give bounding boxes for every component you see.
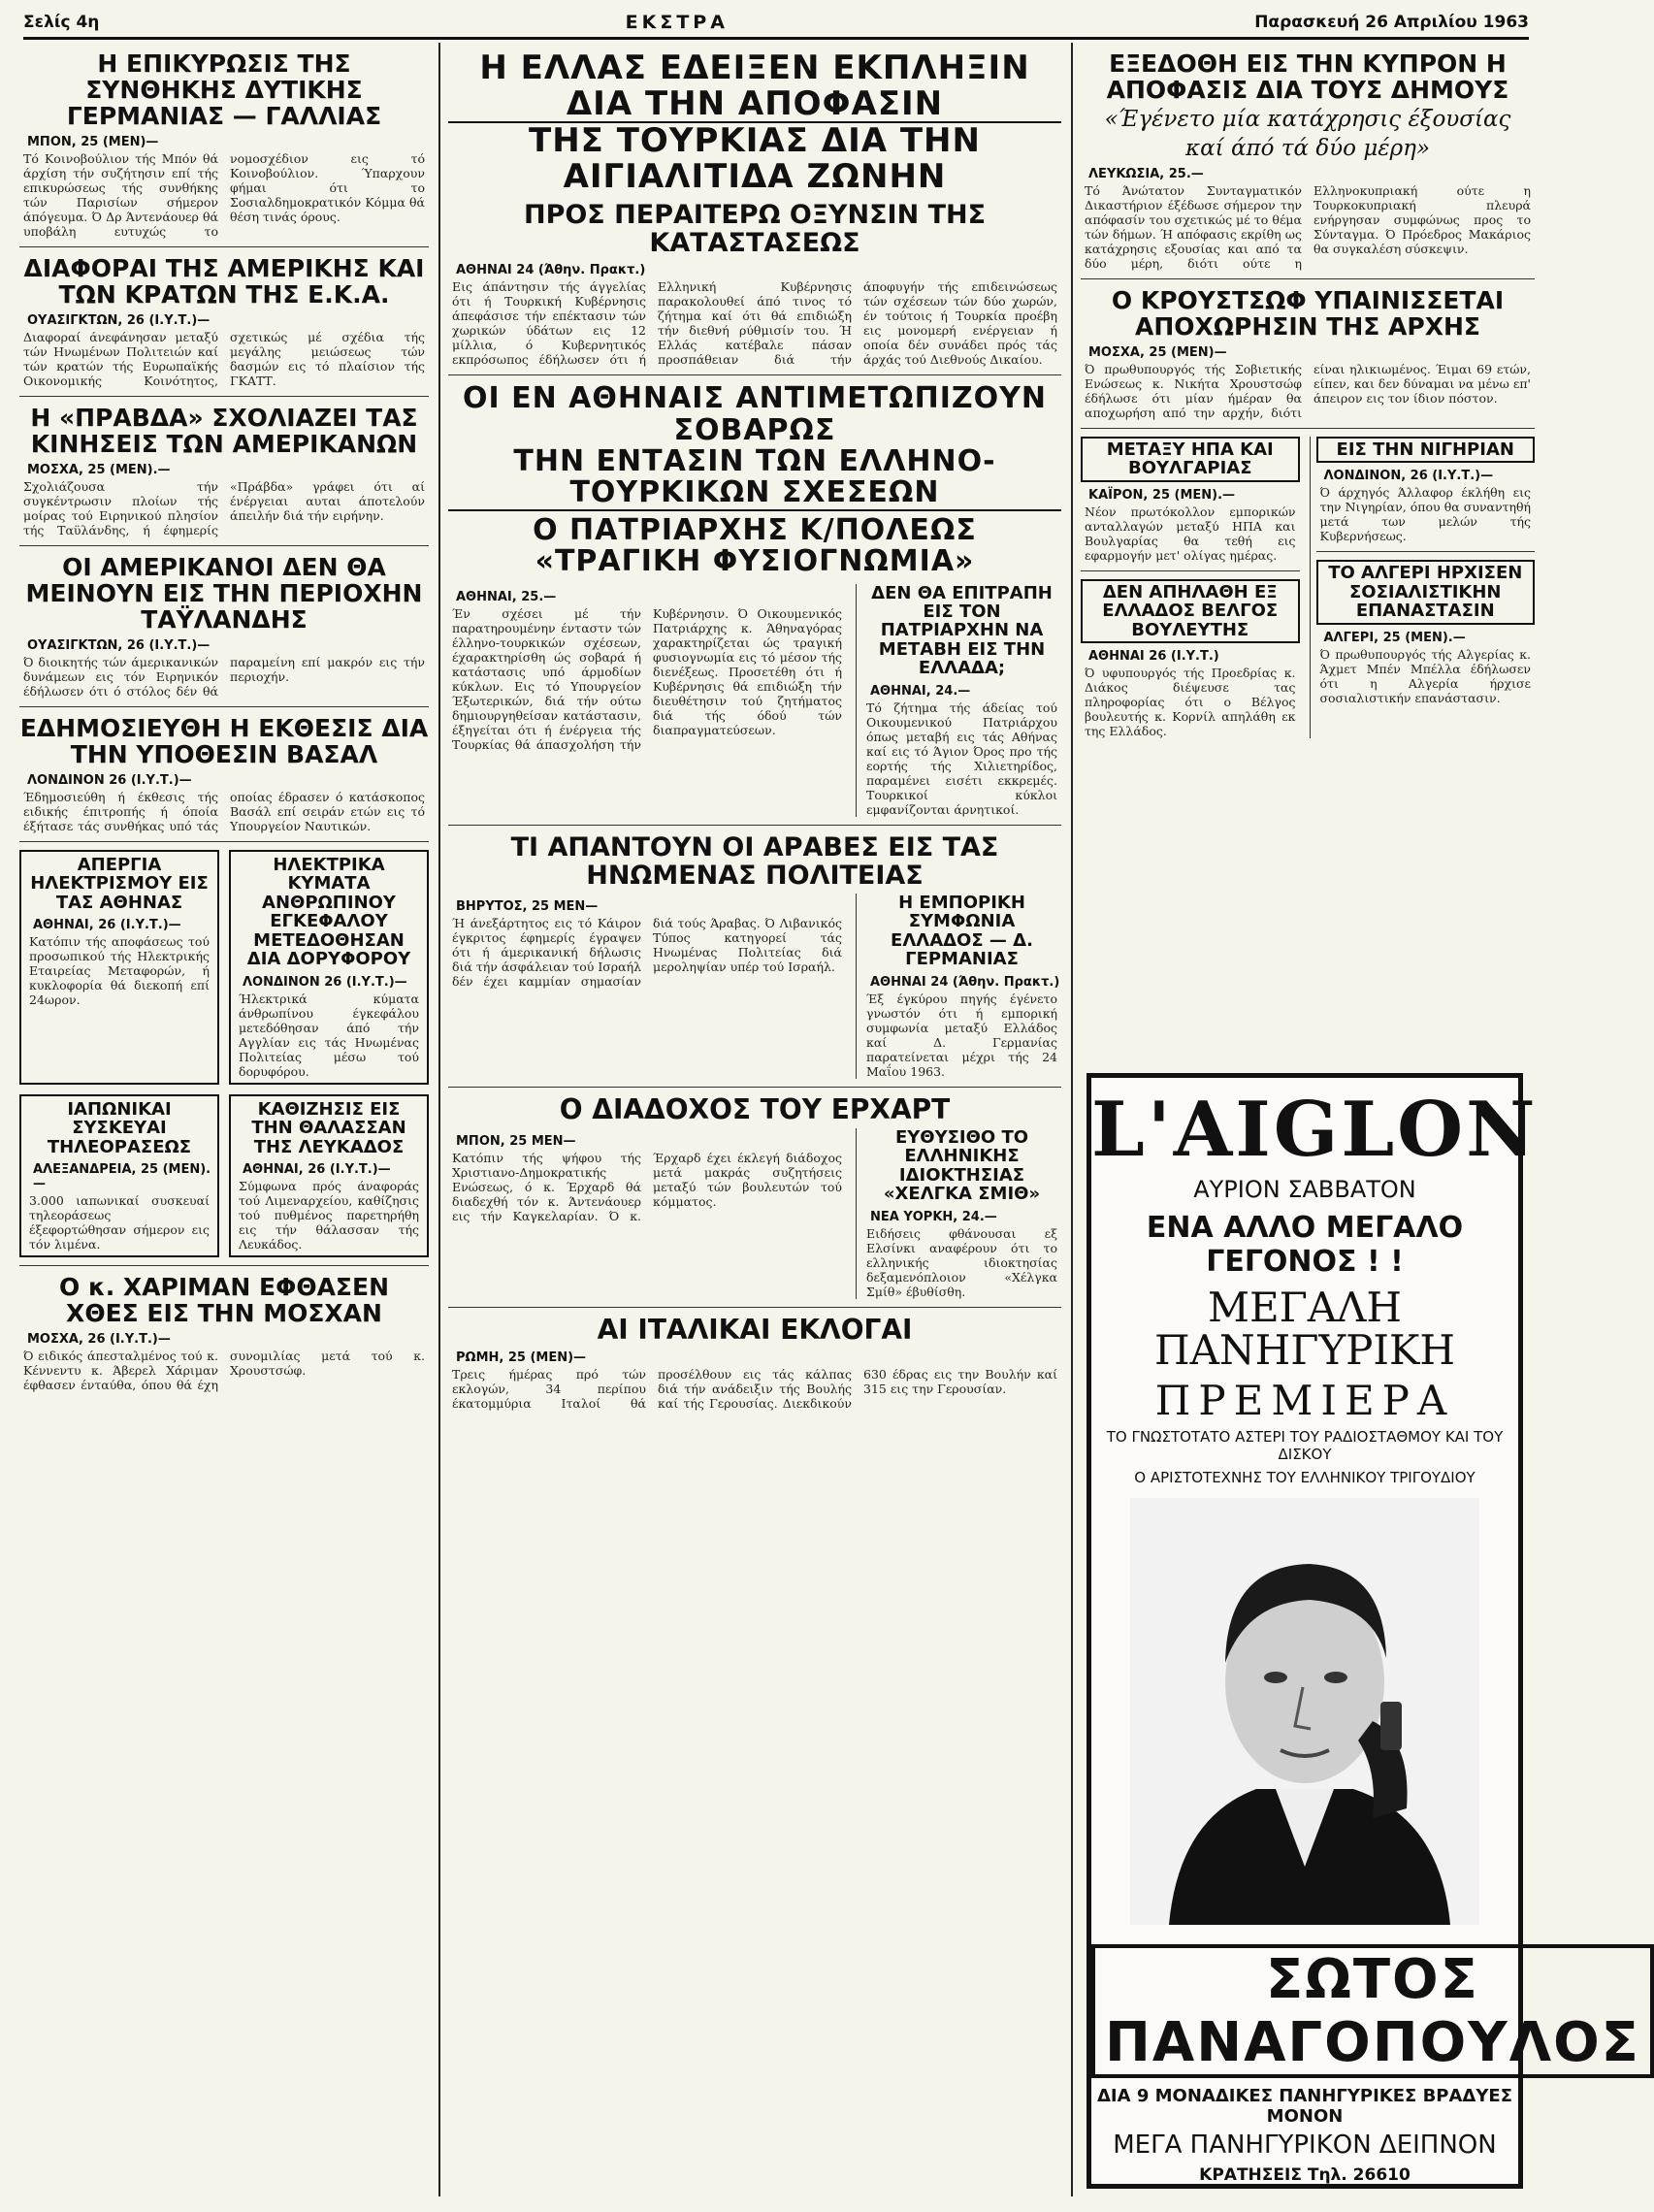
dateline: ΑΘΗΝΑΙ 26 (Ι.Υ.Τ.) bbox=[1088, 649, 1219, 665]
sidebar-trade-agreement bbox=[856, 894, 1061, 1079]
brief-brain-waves bbox=[229, 850, 429, 1085]
headline: ΑΠΕΡΓΙΑ ΗΛΕΚΤΡΙΣΜΟΥ ΕΙΣ ΤΑΣ ΑΘΗΝΑΣ bbox=[30, 855, 209, 913]
dateline: ΡΩΜΗ, 25 (ΜΕΝ)— bbox=[456, 1350, 587, 1365]
headline-line-3: Ο ΠΑΤΡΙΑΡΧΗΣ Κ/ΠΟΛΕΩΣ «ΤΡΑΓΙΚΗ ΦΥΣΙΟΓΝΩΜΙΑ» bbox=[448, 509, 1061, 578]
article-body: Ό άρχηγός Άλλαφορ έκλήθη εις την Νιγηρίαν, όπου θα συναντηθή μετά των μελών τής Κυβερνήσεως. bbox=[1319, 485, 1531, 544]
dateline: ΛΟΝΔΙΝΟΝ, 26 (Ι.Υ.Τ.)— bbox=[1323, 469, 1494, 484]
headline-line-2: ΤΗΝ ΕΝΤΑΣΙΝ ΤΩΝ ΕΛΛΗΝΟ-ΤΟΥΡΚΙΚΩΝ ΣΧΕΣΕΩΝ bbox=[513, 443, 996, 510]
headline: Ο ΚΡΟΥΣΤΣΩΦ ΥΠΑΙΝΙΣΣΕΤΑΙ ΑΠΟΧΩΡΗΣΙΝ ΤΗΣ ΑΡΧΗΣ bbox=[1111, 286, 1505, 341]
boxed-briefs-row-2 bbox=[19, 1094, 429, 1257]
article-body: Τρεις ήμέρας πρό τών εκλογών, 34 περίπου έκατομμύρια Ιταλοί θά προσέλθουν εις τάς κάλπας διά τήν ανάδειξιν τής Βουλής καί τής Γερουσίας. Διεκδικούν 630 έδρας εις την Βουλήν καί 315 εις την Γερουσίαν. bbox=[452, 1367, 1057, 1411]
sidebar-patriarch bbox=[856, 584, 1061, 817]
headline-quote-1: «Έγένετο μία κατάχρησις έξουσίας bbox=[1104, 107, 1511, 132]
headline: ΟΙ ΑΜΕΡΙΚΑΝΟΙ ΔΕΝ ΘΑ ΜΕΙΝΟΥΝ ΕΙΣ ΤΗΝ ΠΕΡΙΟΧΗΝ ΤΑΫΛΑΝΔΗΣ bbox=[25, 553, 423, 634]
column-center bbox=[448, 50, 1061, 2195]
dateline: ΜΟΣΧΑ, 26 (Ι.Υ.Τ.)— bbox=[27, 1331, 171, 1347]
article-body: Τό Κοινοβούλιον τής Μπόν θά άρχίση τήν συζήτησιν επί τής επικυρώσεως τής συνθήκης τών Παρισίων σήμερον άπόγευμα. Ό Δρ Άντενάουερ θά υποβάλη ευτυχώς το νομοσχέδιον εις τό Κοινοβούλιον. Ύπαρχουν φήμαι ότι το Σοσιαλδημοκρατικόν Κόμμα θά θέση τινάς όρους. bbox=[23, 151, 425, 239]
dateline: ΝΕΑ ΥΟΡΚΗ, 24.— bbox=[870, 1209, 997, 1224]
headline: ΕΥΘΥΣΙΘΟ ΤΟ ΕΛΛΗΝΙΚΗΣ ΙΔΙΟΚΤΗΣΙΑΣ «ΧΕΛΓΚΑ ΣΜΙΘ» bbox=[883, 1127, 1041, 1205]
ad-brand: L'AIGLON bbox=[1091, 1086, 1539, 1174]
article-body: Ή άνεξάρτητος εις τό Κάιρον έγκριτος έφημερίς έγραψεν ότι ή άμερικανική δήλωσις διά τήν άσφάλειαν τού Ισραήλ δέν έχει καμμίαν σημασίαν διά τούς Άραβας. Ό Λιβανικός Τύπος κατηγορεί τάς Ηνωμένας Πολιτείας διά μεροληψίαν υπέρ τού Ισραήλ. bbox=[452, 916, 842, 990]
headline: ΔΙΑΦΟΡΑΙ ΤΗΣ ΑΜΕΡΙΚΗΣ ΚΑΙ ΤΩΝ ΚΡΑΤΩΝ ΤΗΣ Ε.Κ.Α. bbox=[23, 254, 425, 309]
headline: ΤΙ ΑΠΑΝΤΟΥΝ ΟΙ ΑΡΑΒΕΣ ΕΙΣ ΤΑΣ ΗΝΩΜΕΝΑΣ ΠΟΛΙΤΕΙΑΣ bbox=[510, 831, 999, 891]
article-khrushchev bbox=[1081, 287, 1535, 420]
column-right bbox=[1081, 50, 1535, 1059]
headline: ΙΑΠΩΝΙΚΑΙ ΣΥΣΚΕΥΑΙ ΤΗΛΕΟΡΑΣΕΩΣ bbox=[47, 1098, 192, 1157]
dateline: ΑΘΗΝΑΙ 24 (Άθην. Πρακτ.) bbox=[870, 974, 1060, 990]
article-territorial-waters bbox=[448, 50, 1061, 367]
headline: ΤΟ ΑΛΓΕΡΙ ΗΡΧΙΣΕΝ ΣΟΣΙΑΛΙΣΤΙΚΗΝ ΕΠΑΝΑΣΤΑΣΙΝ bbox=[1316, 560, 1536, 624]
dateline: ΜΟΣΧΑ, 25 (ΜΕΝ)— bbox=[1088, 345, 1227, 360]
article-vassall bbox=[19, 715, 429, 833]
headline: Η ΕΠΙΚΥΡΩΣΙΣ ΤΗΣ ΣΥΝΘΗΚΗΣ ΔΥΤΙΚΗΣ ΓΕΡΜΑΝΙΑΣ — ΓΑΛΛΙΑΣ bbox=[66, 49, 382, 130]
running-head bbox=[23, 8, 1529, 40]
headline-quote-2: καί άπό τά δύο μέρη» bbox=[1185, 136, 1430, 161]
article-body: Έδημοσιεύθη ή έκθεσις τής ειδικής έπιτροπής ή όποία έξήτασε τάς συνθήκας υπό τάς οποίας έδρασεν ό κατάσκοπος Βασάλ επί σειράν ετών εις τό Υπουργείον Ναυτικών. bbox=[23, 790, 425, 833]
article-body: Εις άπάντησιν τής άγγελίας ότι ή Τουρκική Κυβέρνησις άπεφάσισε τήν επέκτασιν τών χωρικών ύδάτων εις 12 μίλλια, ό Κυβερνητικός εκπρόσωπος έδήλωσεν ότι ή Ελληνική Κυβέρνησις παρακολουθεί άπό τινος τό ζήτημα καί ότι θά επιδιώξη τήν διεθνή ρύθμισίν του. Ή Ελλάς κατέβαλε πάσαν προσπάθειαν διά τήν άποφυγήν τής επιδεινώσεως τών σχέσεων τών δύο χωρών, έν τούτοις ή Τουρκία προέβη εις μονομερή ενέργειαν ή οποία δέν συνάδει πρός τάς άρχάς τού Διεθνούς Δικαίου. bbox=[452, 279, 1057, 368]
article-body: Κατόπιν τής ψήφου τής Χριστιανο-Δημοκρατικής Ενώσεως, ό κ. Έρχαρδ θά διαδεχθή τόν κ. Άντενάουερ εις τήν Καγκελαρίαν. Ό κ. Έρχαρδ έχει έκλεγή διάδοχος μετά μακράς συζητήσεις μεταξύ τών βουλευτών τού κόμματος. bbox=[452, 1151, 842, 1224]
article-body: Έξ έγκύρου πηγής έγένετο γνωστόν ότι ή εμπορική συμφωνία μεταξύ Ελλάδος καί Δ. Γερμανίας παρατείνεται μέχρι τής 24 Μαΐου 1963. bbox=[866, 991, 1057, 1079]
headline: ΔΕΝ ΘΑ ΕΠΙΤΡΑΠΗ ΕΙΣ ΤΟΝ ΠΑΤΡΙΑΡΧΗΝ ΝΑ ΜΕΤΑΒΗ ΕΙΣ ΤΗΝ ΕΛΛΑΔΑ; bbox=[871, 582, 1053, 679]
headline: Ο ΔΙΑΔΟΧΟΣ ΤΟΥ ΕΡΧΑΡΤ bbox=[559, 1092, 951, 1125]
column-rule-left bbox=[438, 43, 440, 2196]
article-body: 3.000 ιαπωνικαί συσκευαί τηλεοράσεως έξεφορτώθησαν σήμερον εις τόν λιμένα. bbox=[29, 1192, 210, 1252]
dateline: ΜΟΣΧΑ, 25 (ΜΕΝ).— bbox=[27, 463, 171, 477]
article-body: Ό πρωθυπουργός τής Αλγερίας κ. Άχμετ Μπέν Μπέλλα έδήλωσεν ότι η Αλγερία ήρχισε σοσιαλιστικήν επανάστασιν. bbox=[1319, 646, 1531, 705]
headline-line-1: Η ΕΛΛΑΣ ΕΔΕΙΞΕΝ ΕΚΠΛΗΞΙΝ ΔΙΑ ΤΗΝ ΑΠΟΦΑΣΙΝ bbox=[448, 50, 1061, 123]
headline-line-2: ΤΗΣ ΤΟΥΡΚΙΑΣ ΔΙΑ ΤΗΝ ΑΙΓΙΑΛΙΤΙΔΑ ΖΩΝΗΝ bbox=[529, 121, 981, 197]
column-rule-right bbox=[1071, 43, 1073, 2196]
article-body: Τό ζήτημα τής άδείας τού Οικουμενικού Πατριάρχου όπως μεταβή εις τάς Αθήνας καί εις τό Άγιον Όρος προ τής εορτής τής Χιλιετηρίδος, παραμένει εισέτι εκκρεμές. Τουρκικοί κύκλοι εμφανίζονται άρνητικοί. bbox=[866, 699, 1057, 817]
dateline: ΑΘΗΝΑΙ, 26 (Ι.Υ.Τ.)— bbox=[243, 1161, 391, 1177]
article-body: Σύμφωνα πρός άναφοράς τού Λιμεναρχείου, καθίζησις τού πυθμένος παρετηρήθη εις τήν θάλασσαν τής Λευκάδος. bbox=[239, 1178, 419, 1252]
dateline: ΑΘΗΝΑΙ 24 (Άθην. Πρακτ.) bbox=[456, 263, 646, 278]
article-nigeria bbox=[1316, 437, 1536, 543]
headline: ΗΛΕΚΤΡΙΚΑ ΚΥΜΑΤΑ ΑΝΘΡΩΠΙΝΟΥ ΕΓΚΕΦΑΛΟΥ ΜΕΤΕΔΟΘΗΣΑΝ ΔΙΑ ΔΟΡΥΦΟΡΟΥ bbox=[246, 855, 411, 970]
article-arabs bbox=[448, 833, 1061, 1079]
ad-headline-2: ΠΡΕΜΙΕΡΑ bbox=[1154, 1377, 1455, 1425]
article-body: Ήλεκτρικά κύματα άνθρωπίνου έγκεφάλου μετεδόθησαν άπό τήν Αγγλίαν εις τάς Ηνωμένας Πολιτείας μέσω τού δορυφόρου. bbox=[239, 991, 419, 1079]
article-body: Νέον πρωτόκολλον εμπορικών ανταλλαγών μεταξύ ΗΠΑ και Βουλγαρίας θα τεθή εις εφαρμογήν μετ' ολίγας ημέρας. bbox=[1085, 504, 1296, 563]
issue-date: Παρασκευή 26 Απριλίου 1963 bbox=[1254, 13, 1529, 32]
boxed-briefs-row-1 bbox=[19, 850, 429, 1085]
ad-tagline-1: ΤΟ ΓΝΩΣΤΟΤΑΤΟ ΑΣΤΕΡΙ ΤΟΥ ΡΑΔΙΟΣΤΑΘΜΟΥ ΚΑΙ ΤΟΥ ΔΙΣΚΟΥ bbox=[1106, 1428, 1504, 1464]
article-belgian-mp bbox=[1081, 579, 1300, 738]
headline: Η «ΠΡΑΒΔΑ» ΣΧΟΛΙΑΖΕΙ ΤΑΣ ΚΙΝΗΣΕΙΣ ΤΩΝ ΑΜΕΡΙΚΑΝΩΝ bbox=[30, 404, 418, 458]
article-algeria bbox=[1316, 560, 1536, 704]
dateline: ΟΥΑΣΙΓΚΤΩΝ, 26 (Ι.Υ.Τ.)— bbox=[27, 313, 211, 328]
dateline: ΑΘΗΝΑΙ, 26 (Ι.Υ.Τ.)— bbox=[33, 918, 181, 933]
advertisement-laiglon bbox=[1086, 1073, 1640, 2189]
brief-tv-sets bbox=[19, 1094, 219, 1257]
headline: ΕΔΗΜΟΣΙΕΥΘΗ Η ΕΚΘΕΣΙΣ ΔΙΑ ΤΗΝ ΥΠΟΘΕΣΙΝ ΒΑΣΑΛ bbox=[19, 714, 429, 768]
article-body: Έν σχέσει μέ τήν παρατηρουμένην ένταστν τών έλληνο-τουρκικών σχέσεων, έχαρακτηρίσθη ώς σοβαρά ή κατάστασις υπό άρμοδίων κύκλων. Εις τό Υπουργείον Έξωτερικών, διά τήν ούτω δημιουργηθείσαν κατάστασιν, έξηγείται ότι ή ένέργεια τής Τουρκίας θά άπασχολήση τήν Κυβέρνησιν. Ό Οικουμενικός Πατριάρχης κ. Άθηναγόρας χαρακτηρίζεται ώς τραγική φυσιογνωμία εις τό μέσον τής διενέξεως. Προσετέθη ότι ή Κυβέρνησις θά επιδιώξη τήν διευθέτησιν τού ζητήματος διά τής όδού τών διαπραγματεύσεων. bbox=[452, 605, 842, 752]
article-italian-elections bbox=[448, 1313, 1061, 1411]
dateline: ΟΥΑΣΙΓΚΤΩΝ, 26 (Ι.Υ.Τ.)— bbox=[27, 638, 211, 653]
dateline: ΜΠΟΝ, 25 ΜΕΝ— bbox=[456, 1134, 576, 1150]
article-body: Κατόπιν τής αποφάσεως τού προσωπικού τής Ηλεκτρικής Εταιρείας Μεταφορών, ή κυκλοφορία θά διεκοπή επί 24ωρον. bbox=[29, 934, 210, 1008]
headline: ΕΞΕΔΟΘΗ ΕΙΣ ΤΗΝ ΚΥΠΡΟΝ Η ΑΠΟΦΑΣΙΣ ΔΙΑ ΤΟΥΣ ΔΗΜΟΥΣ bbox=[1106, 49, 1509, 104]
column-left bbox=[19, 50, 429, 2195]
headline-line-3: ΠΡΟΣ ΠΕΡΑΙΤΕΡΩ ΟΞΥΝΣΙΝ ΤΗΣ ΚΑΤΑΣΤΑΣΕΩΣ bbox=[523, 199, 987, 259]
article-erhard bbox=[448, 1092, 1061, 1299]
article-body: Ό ειδικός άπεσταλμένος τού κ. Κέννεντυ κ. Άβερελ Χάριμαν έφθασεν ένταύθα, όπου θά έχη συνομιλίας μετά τού κ. Χρουστσώφ. bbox=[23, 1348, 425, 1392]
headline: ΑΙ ΙΤΑΛΙΚΑΙ ΕΚΛΟΓΑΙ bbox=[597, 1313, 913, 1346]
article-body: Ειδήσεις φθάνουσαι εξ Ελσίνκι αναφέρουν ότι το ελληνικής ιδιοκτησίας δεξαμενόπλοιον «Χέλγκα Σμίθ» έβυθίσθη. bbox=[866, 1225, 1057, 1299]
article-pravda bbox=[19, 405, 429, 537]
article-body: Ό πρωθυπουργός τής Σοβιετικής Ενώσεως κ. Νικήτα Χρουστσώφ έδήλωσε ότι μίαν ήμέραν θα αποχωρήση από την αρχήν, διότι είναι ηλικιωμένος. Έιμαι 69 ετών, είπεν, και δεν δύναμαι να μένω επ' άπειρον εις τον ίδιον πόστον. bbox=[1085, 362, 1531, 420]
performer-name: ΣΩΤΟΣ ΠΑΝΑΓΟΠΟΥΛΟΣ bbox=[1091, 1944, 1654, 2078]
headline: ΔΕΝ ΑΠΗΛΑΘΗ ΕΞ ΕΛΛΑΔΟΣ ΒΕΛΓΟΣ ΒΟΥΛΕΥΤΗΣ bbox=[1081, 579, 1300, 643]
headline: Ο κ. ΧΑΡΙΜΑΝ ΕΦΘΑΣΕΝ ΧΘΕΣ ΕΙΣ ΤΗΝ ΜΟΣΧΑΝ bbox=[58, 1272, 390, 1327]
article-usa-bulgaria bbox=[1081, 437, 1300, 563]
headline: Η ΕΜΠΟΡΙΚΗ ΣΥΜΦΩΝΙΑ ΕΛΛΑΔΟΣ — Δ. ΓΕΡΜΑΝΙΑΣ bbox=[891, 893, 1033, 970]
article-body: Σχολιάζουσα τήν συγκέντρωσιν πλοίων τής μοίρας τού Ειρηνικού πλησίον τής Ταϋλάνδης, ή έφημερίς «Πράβδα» γράφει ότι αί ένέργειαι αυται άποτελούν άπειλήν διά τήν ειρήνην. bbox=[23, 479, 425, 537]
ad-dinner: ΜΕΓΑ ΠΑΝΗΓΥΡΙΚΟΝ ΔΕΙΠΝΟΝ bbox=[1113, 2131, 1497, 2161]
article-body: Ό διοικητής τών άμερικανικών δυνάμεων εις τόν Ειρηνικόν έδήλωσεν ότι ό στόλος δέν θά παραμείνη επί μακρόν εις τήν περιοχήν. bbox=[23, 655, 425, 699]
article-thailand bbox=[19, 554, 429, 699]
dateline: ΚΑΪΡΟΝ, 25 (ΜΕΝ).— bbox=[1088, 487, 1236, 503]
article-greek-turkish-tension bbox=[448, 383, 1061, 817]
masthead: ΕΚΣΤΡΑ bbox=[625, 12, 729, 33]
article-treaty bbox=[19, 50, 429, 239]
ad-day: ΑΥΡΙΟΝ ΣΑΒΒΑΤΟΝ bbox=[1193, 1176, 1416, 1203]
article-body: Διαφοραί άνεφάνησαν μεταξύ τών Ηνωμένων Πολιτειών καί τών κρατών τής Ευρωπαϊκής Οικονομικής Κοινότητος, σχετικώς μέ σχέδια τής μεγάλης μειώσεως τών δασμών εις τό πλαίσιον τής ΓΚΑΤΤ. bbox=[23, 330, 425, 388]
dateline: ΜΠΟΝ, 25 (ΜΕΝ)— bbox=[27, 135, 159, 149]
singer-photo bbox=[1130, 1498, 1479, 1925]
dateline: ΑΘΗΝΑΙ, 25.— bbox=[456, 589, 557, 604]
article-cyprus bbox=[1081, 50, 1535, 271]
headline: ΜΕΤΑΞΥ ΗΠΑ ΚΑΙ ΒΟΥΛΓΑΡΙΑΣ bbox=[1081, 437, 1300, 482]
headline: ΕΙΣ ΤΗΝ ΝΙΓΗΡΙΑΝ bbox=[1316, 437, 1536, 463]
ad-tagline-2: Ο ΑΡΙΣΤΟΤΕΧΝΗΣ ΤΟΥ ΕΛΛΗΝΙΚΟΥ ΤΡΙΓΟΥΔΙΟΥ bbox=[1134, 1469, 1476, 1487]
ad-event: ΕΝΑ ΑΛΛΟ ΜΕΓΑΛΟ ΓΕΓΟΝΟΣ ! ! bbox=[1146, 1211, 1464, 1279]
dateline: ΑΛΓΕΡΙ, 25 (ΜΕΝ).— bbox=[1323, 630, 1466, 645]
dateline: ΛΟΝΔΙΝΟΝ 26 (Ι.Υ.Τ.)— bbox=[27, 773, 192, 788]
headline: ΚΑΘΙΖΗΣΙΣ ΕΙΣ ΤΗΝ ΘΑΛΑΣΣΑΝ ΤΗΣ ΛΕΥΚΑΔΟΣ bbox=[251, 1098, 406, 1157]
ad-nights: ΔΙΑ 9 ΜΟΝΑΔΙΚΕΣ ΠΑΝΗΓΥΡΙΚΕΣ ΒΡΑΔΥΕΣ ΜΟΝΟΝ bbox=[1097, 2086, 1512, 2128]
sidebar-helga-smith bbox=[856, 1128, 1061, 1299]
article-harriman bbox=[19, 1274, 429, 1392]
ad-headline-1: ΜΕΓΑΛΗ ΠΑΝΗΓΥΡΙΚΗ bbox=[1153, 1284, 1456, 1375]
article-america-eec bbox=[19, 255, 429, 388]
dateline: ΑΘΗΝΑΙ, 24.— bbox=[870, 683, 971, 699]
article-body: Ό υφυπουργός τής Προεδρίας κ. Διάκος διέψευσε τας πληροφορίας ότι ο Βέλγος βουλευτής κ. Κορνίλ απηλάθη εκ της Ελλάδος. bbox=[1085, 666, 1296, 739]
page-number: Σελίς 4η bbox=[23, 13, 100, 32]
brief-lefkada bbox=[229, 1094, 429, 1257]
brief-strike bbox=[19, 850, 219, 1085]
dateline: ΛΕΥΚΩΣΙΑ, 25.— bbox=[1088, 167, 1204, 181]
headline-line-1: ΟΙ ΕΝ ΑΘΗΝΑΙΣ ΑΝΤΙΜΕΤΩΠΙΖΟΥΝ ΣΟΒΑΡΩΣ bbox=[462, 381, 1048, 447]
dateline: ΛΟΝΔΙΝΟΝ 26 (Ι.Υ.Τ.)— bbox=[243, 974, 407, 990]
article-body: Τό Άνώτατον Συνταγματικόν Δικαστήριον έξέδωσε σήμερον την απόφασίν του σχετικώς μέ το θέμα τών δήμων. Ή απόφασις εκρίθη ως κατάχρησις εξουσίας και από τα δύο μέρη, διότι ούτε η Ελληνοκυπριακή ούτε η Τουρκοκυπριακή πλευρά ενήργησαν συμφώνως προς το Σύνταγμα. Ό Πρόεδρος Μακάριος θα συγκαλέση σύσκεψιν. bbox=[1085, 183, 1531, 271]
dateline: ΒΗΡΥΤΟΣ, 25 ΜΕΝ— bbox=[456, 899, 599, 915]
dateline: ΑΛΕΞΑΝΔΡΕΙΑ, 25 (ΜΕΝ).— bbox=[33, 1161, 211, 1191]
ad-reservations: ΚΡΑΤΗΣΕΙΣ Τηλ. 26610 bbox=[1199, 2165, 1411, 2186]
